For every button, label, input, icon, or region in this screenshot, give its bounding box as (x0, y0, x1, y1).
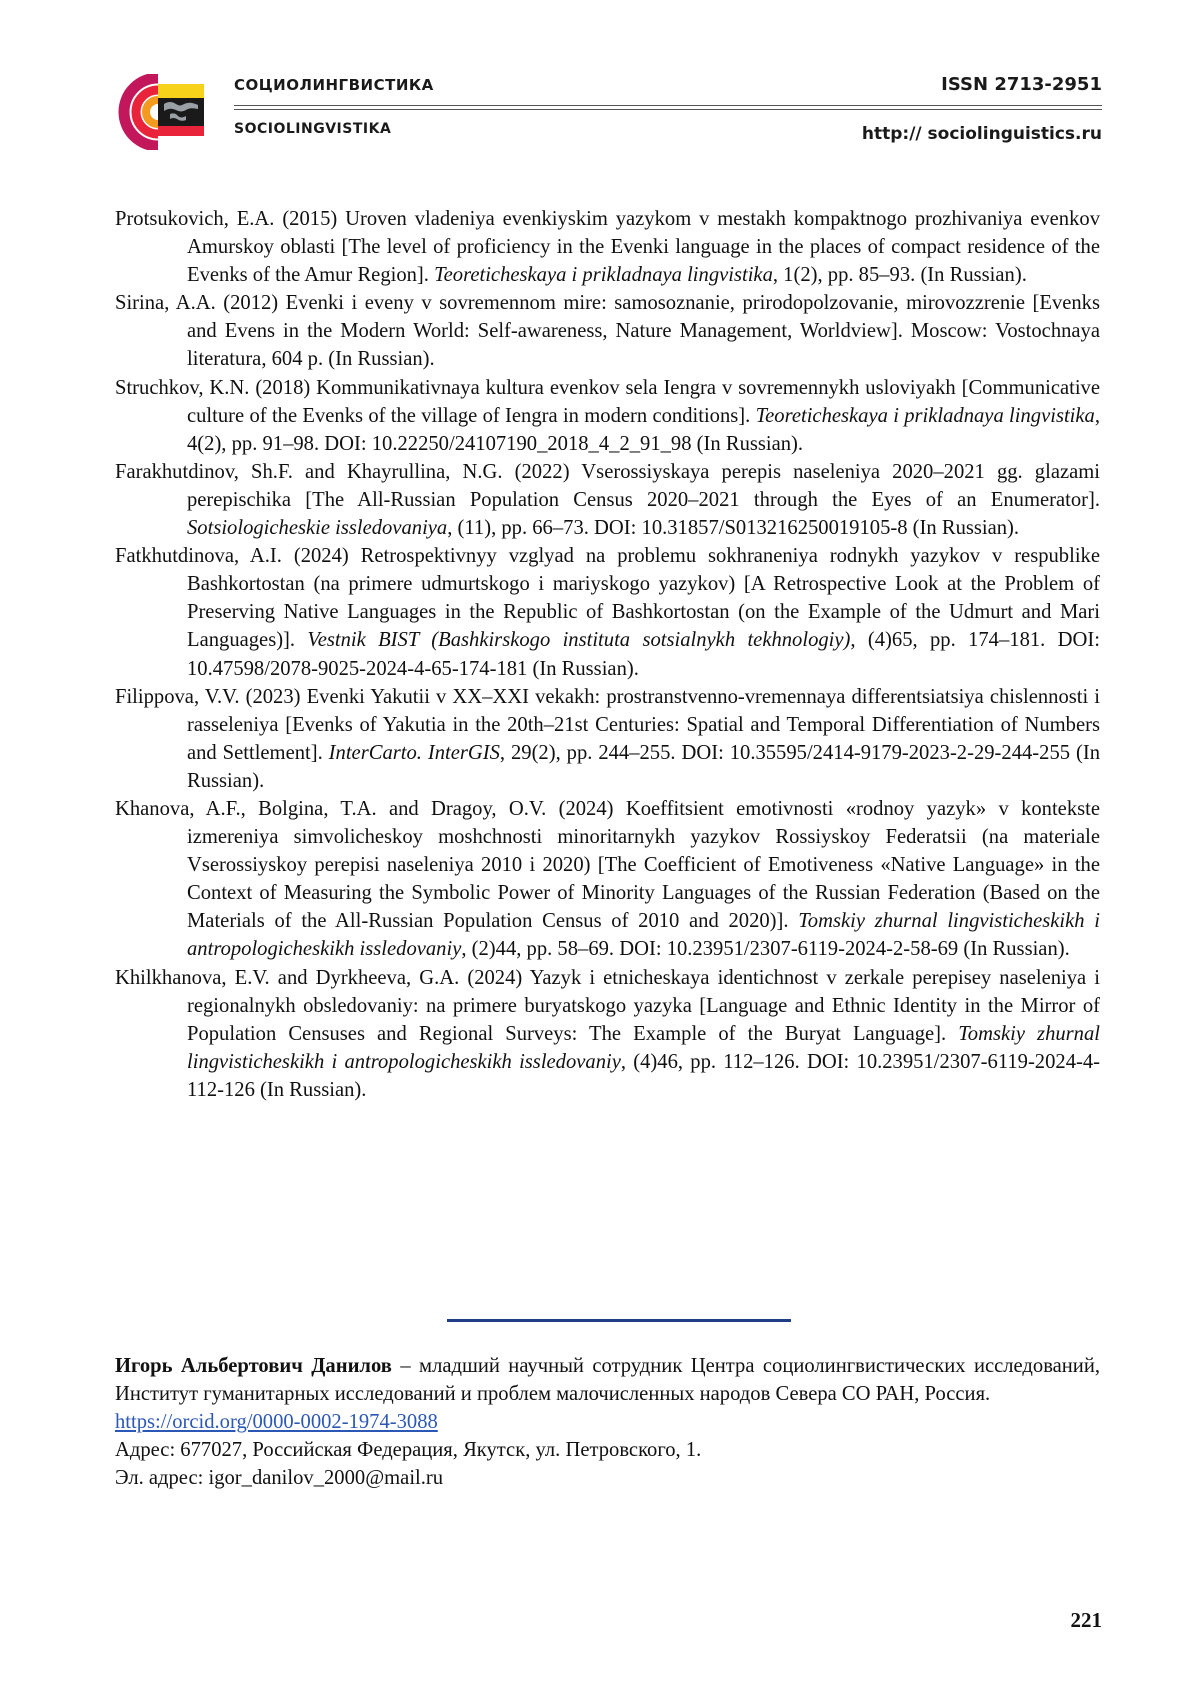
header-rule (234, 109, 1102, 110)
issn-label: ISSN 2713-2951 (941, 74, 1102, 95)
orcid-link[interactable]: https://orcid.org/0000-0002-1974-3088 (115, 1411, 438, 1434)
journal-title-en: SOCIOLINGVISTIKA (234, 121, 392, 137)
author-info (115, 1352, 1100, 1492)
reference-entry: Struchkov, K.N. (2018) Kommunikativnaya kultura evenkov sela Iengra v sovremennykh usloviyakh [Communicative culture of the Evenks of the village of Iengra in modern conditions]. Teoreticheskaya i prikladnaya lingvistika, 4(2), pp. 91–98. DOI: 10.22250/24107190_2018_4_2_91_98 (In Russian). (115, 376, 1100, 455)
journal-title-ru: СОЦИОЛИНГВИСТИКА (234, 76, 434, 94)
author-address: Адрес: 677027, Российская Федерация, Якутск, ул. Петровского, 1. (115, 1439, 702, 1462)
reference-entry: Farakhutdinov, Sh.F. and Khayrullina, N.G. (2022) Vserossiyskaya perepis naseleniya 2020–2021 gg. glazami perepischika [The All-Russian Population Census 2020–2021 through the Eyes of an Enumerator]. Sotsiologicheskie issledovaniya, (11), pp. 66–73. DOI: 10.31857/S013216250019105-8 (In Russian). (115, 460, 1100, 540)
reference-entry: Khilkhanova, E.V. and Dyrkheeva, G.A. (2024) Yazyk i etnicheskaya identichnost v zerkale perepisey naseleniya i regionalnykh obsledovaniy: na primere buryatskogo yazyka [Language and Ethnic Identity in the Mirror of Population Censuses and Regional Surveys: The Example of the Buryat Language]. Tomskiy zhurnal lingvisticheskikh i antropologicheskikh issledovaniy, (4)46, pp. 112–126. DOI: 10.23951/2307-6119-2024-4-112-126 (In Russian). (115, 966, 1100, 1101)
page-number: 221 (1070, 1608, 1102, 1632)
reference-entry: Fatkhutdinova, A.I. (2024) Retrospektivnyy vzglyad na problemu sokhraneniya rodnykh yazykov v respublike Bashkortostan (na primere udmurtskogo i mariyskogo yazykov) [A Retrospective Look at the Problem of Preserving Native Languages in the Republic of Bashkortostan (on the Example of the Udmurt and Mari Languages)]. Vestnik BIST (Bashkirskogo instituta sotsialnykh tekhnologiy), (4)65, pp. 174–181. DOI: 10.47598/2078-9025-2024-4-65-174-181 (In Russian). (115, 545, 1100, 680)
header-rule (234, 105, 1102, 106)
author-name: Игорь Альбертович Данилов (115, 1355, 392, 1377)
reference-entry: Sirina, A.A. (2012) Evenki i eveny v sovremennom mire: samosoznanie, prirodopolzovanie, mirovozzrenie [Evenks and Evens in the Modern World: Self-awareness, Nature Management, Worldview]. Moscow: Vostochnaya literatura, 604 p. (In Russian). (115, 292, 1100, 371)
journal-logo-icon (112, 74, 212, 150)
author-bio: Игорь Альбертович Данилов – младший научный сотрудник Центра социолингвистических исследований, Институт гуманитарных исследований и проблем малочисленных народов Севера СО РАН, Россия. (115, 1355, 1101, 1406)
reference-entry: Khanova, A.F., Bolgina, T.A. and Dragoy, O.V. (2024) Koeffitsient emotivnosti «rodnoy yazyk» v kontekste izmereniya simvolicheskoy moshchnosti minoritarnykh yazykov Rossiyskoy Federatsii (na materiale Vserossiyskoy perepisi naseleniya 2010 i 2020) [The Coefficient of Emotiveness «Native Language» in the Context of Measuring the Symbolic Power of Minority Languages of the Russian Federation (Based on the Materials of the All-Russian Population Census of 2010 and 2020)]. Tomskiy zhurnal lingvisticheskikh i antropologicheskikh issledovaniy, (2)44, pp. 58–69. DOI: 10.23951/2307-6119-2024-2-58-69 (In Russian). (115, 797, 1100, 961)
journal-url[interactable]: http:// sociolinguistics.ru (861, 124, 1102, 144)
author-email: Эл. адрес: igor_danilov_2000@mail.ru (115, 1467, 444, 1490)
references-list (115, 205, 1100, 1104)
section-divider (447, 1319, 791, 1322)
reference-entry: Filippova, V.V. (2023) Evenki Yakutii v XX–XXI vekakh: prostranstvenno-vremennaya differentsiatsiya chislennosti i rasseleniya [Evenks of Yakutia in the 20th–21st Centuries: Spatial and Temporal Differentiation of Numbers and Settlement]. InterCarto. InterGIS, 29(2), pp. 244–255. DOI: 10.35595/2414-9179-2023-2-29-244-255 (In Russian). (115, 685, 1100, 792)
reference-entry: Protsukovich, E.A. (2015) Uroven vladeniya evenkiyskim yazykom v mestakh kompaktnogo prozhivaniya evenkov Amurskoy oblasti [The level of proficiency in the Evenki language in the places of compact residence of the Evenks of the Amur Region]. Teoreticheskaya i prikladnaya lingvistika, 1(2), pp. 85–93. (In Russian). (115, 208, 1100, 287)
